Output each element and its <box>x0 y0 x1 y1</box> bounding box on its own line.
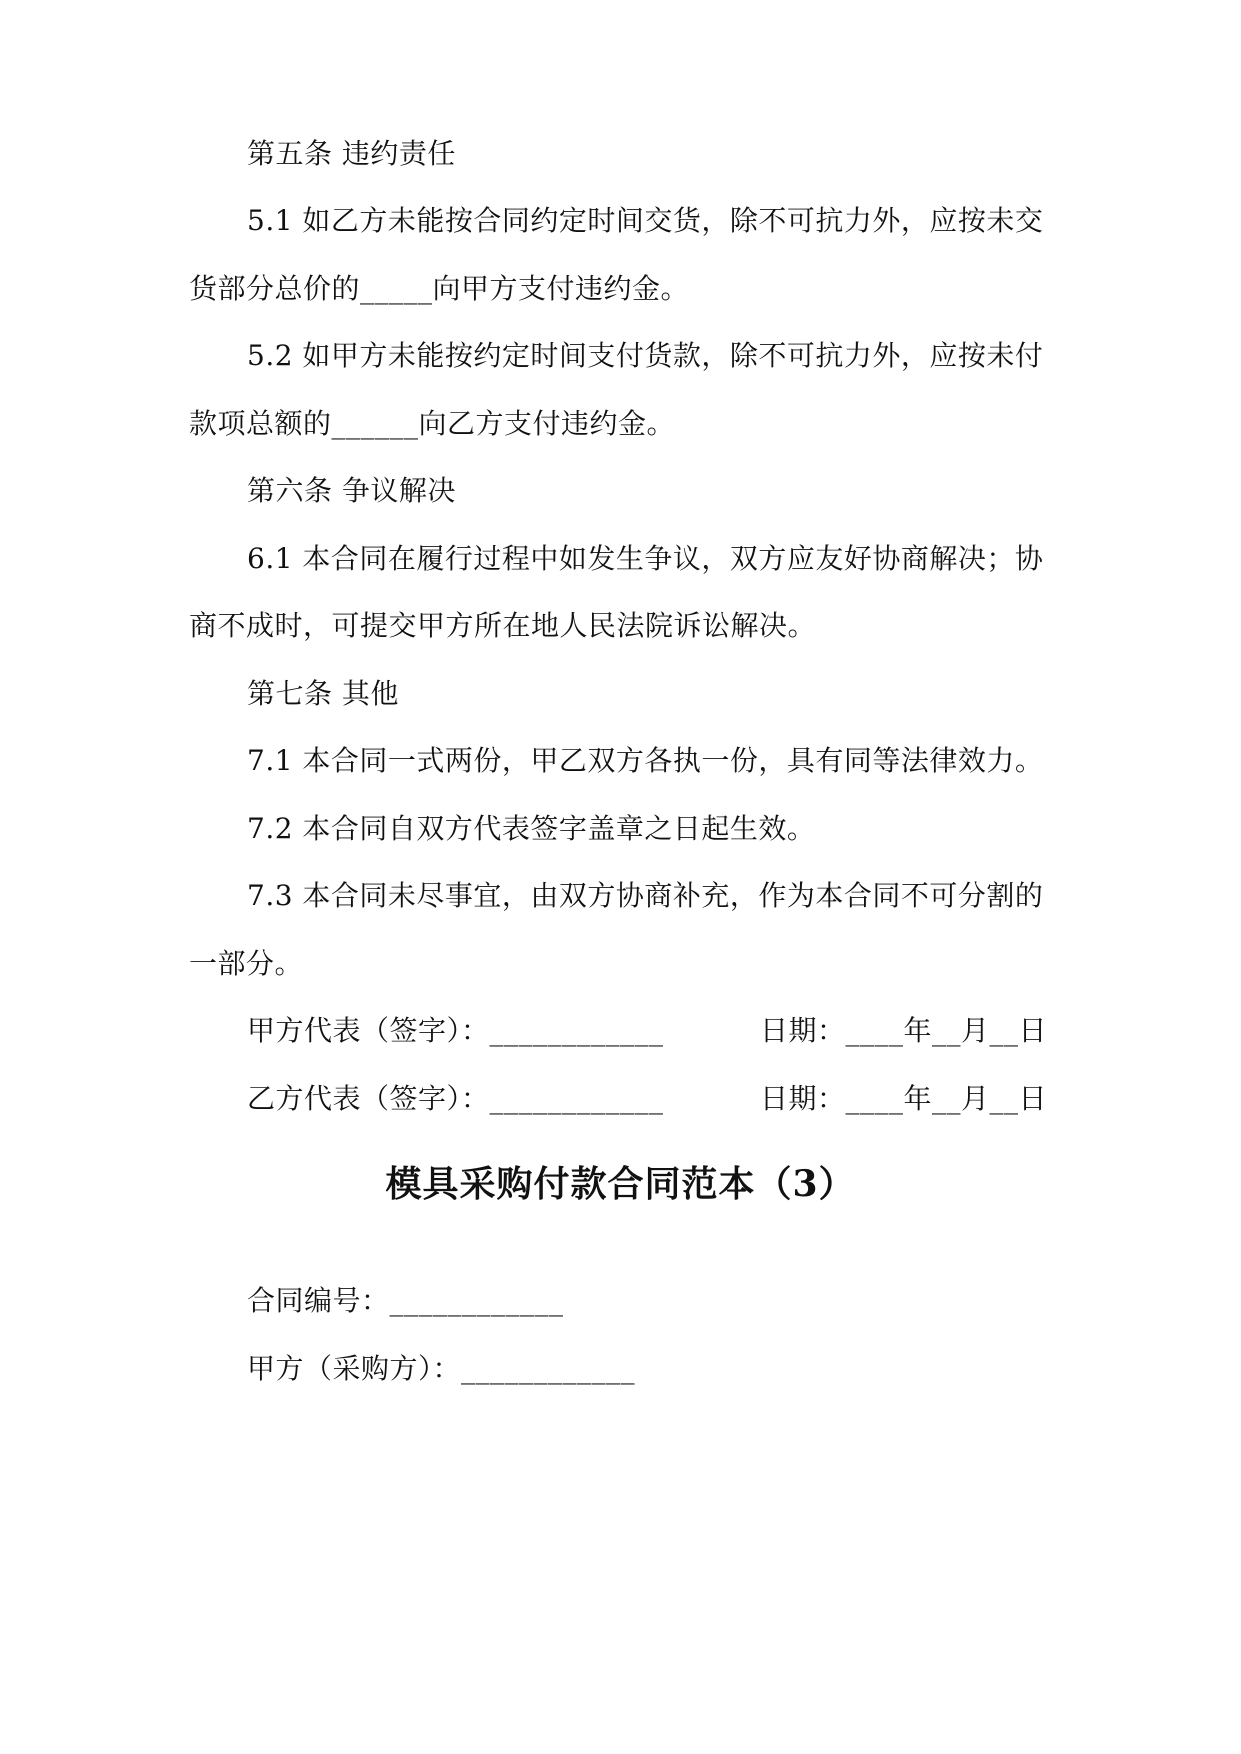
party-b-date-line: 日期：____年__月__日 <box>760 1082 1048 1115</box>
clause-7-3-line-1: 7.3 本合同未尽事宜，由双方协商补充，作为本合同不可分割的 <box>247 879 1044 912</box>
contract-title: 模具采购付款合同范本（3） <box>385 1163 856 1205</box>
party-a-field: 甲方（采购方）：____________ <box>247 1352 636 1385</box>
section-6-heading: 第六条 争议解决 <box>247 474 456 507</box>
clause-7-1: 7.1 本合同一式两份，甲乙双方各执一份，具有同等法律效力。 <box>247 744 1044 777</box>
clause-7-3-line-2: 一部分。 <box>189 947 304 980</box>
contract-number-field: 合同编号：____________ <box>247 1284 564 1317</box>
party-a-date-line: 日期：____年__月__日 <box>760 1014 1048 1047</box>
clause-5-1-line-1: 5.1 如乙方未能按合同约定时间交货，除不可抗力外，应按未交 <box>247 204 1044 237</box>
clause-5-2-line-1: 5.2 如甲方未能按约定时间支付货款，除不可抗力外，应按未付 <box>247 339 1044 372</box>
clause-6-1-line-1: 6.1 本合同在履行过程中如发生争议，双方应友好协商解决；协 <box>247 542 1044 575</box>
party-b-signature-line: 乙方代表（签字）：____________ <box>247 1082 664 1115</box>
section-5-heading: 第五条 违约责任 <box>247 137 456 170</box>
clause-7-2: 7.2 本合同自双方代表签字盖章之日起生效。 <box>247 812 816 845</box>
party-a-signature-line: 甲方代表（签字）：____________ <box>247 1014 664 1047</box>
clause-5-1-line-2: 货部分总价的_____向甲方支付违约金。 <box>189 272 690 305</box>
clause-5-2-line-2: 款项总额的______向乙方支付违约金。 <box>189 407 676 440</box>
section-7-heading: 第七条 其他 <box>247 677 399 710</box>
clause-6-1-line-2: 商不成时，可提交甲方所在地人民法院诉讼解决。 <box>189 609 817 642</box>
